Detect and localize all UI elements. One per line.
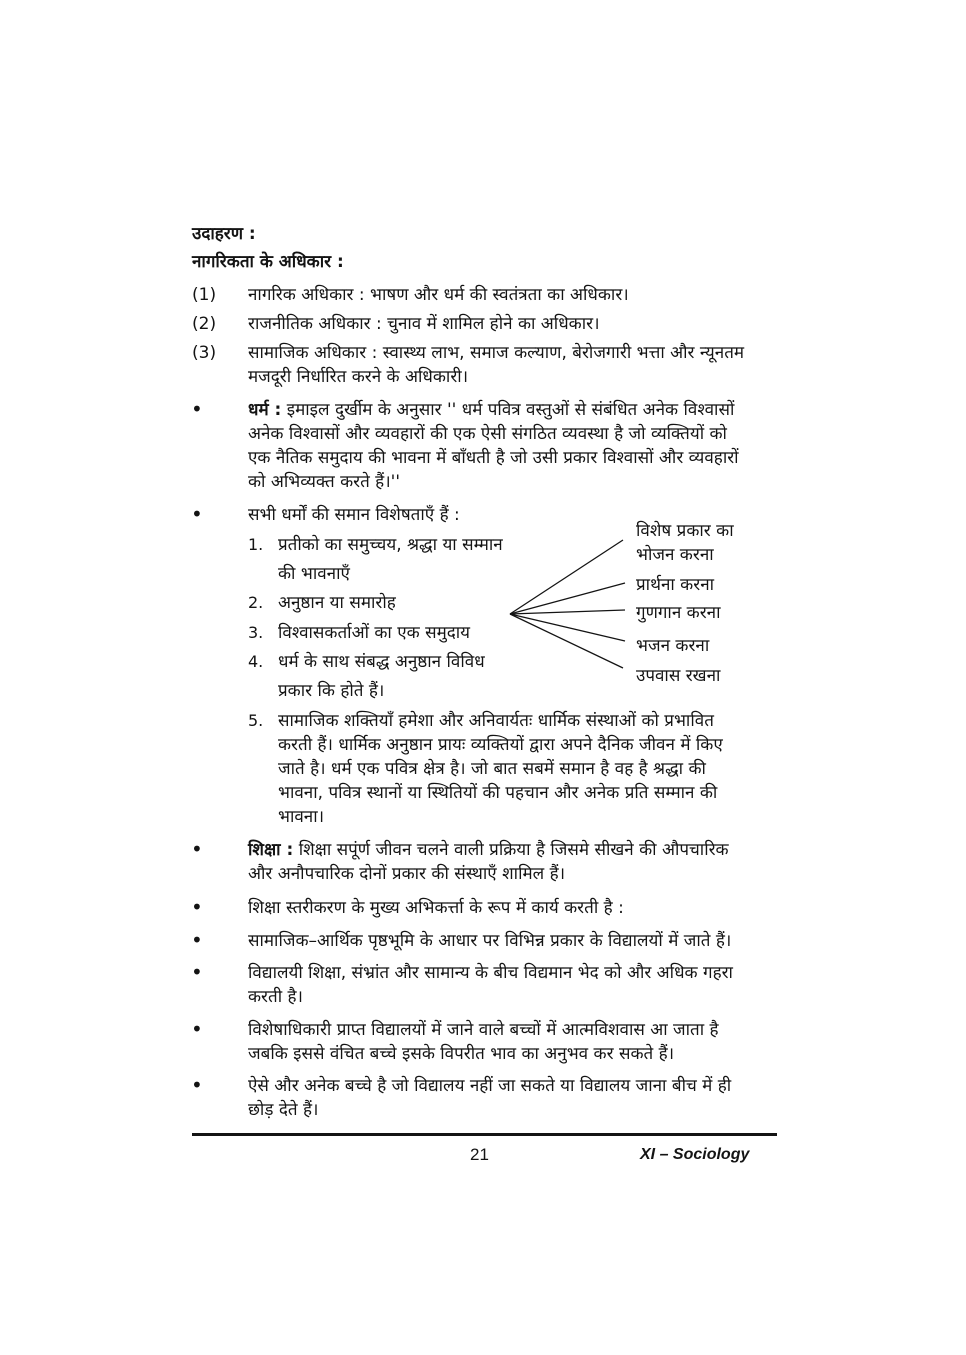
ritual-fan-diagram <box>505 530 635 670</box>
bullet-point-4: • <box>191 1017 203 1041</box>
right-2-text: राजनीतिक अधिकार : चुनाव में शामिल होने का अधिकार। <box>248 314 600 334</box>
example-heading: उदाहरण : <box>192 224 256 244</box>
bullet-education: • <box>191 837 203 861</box>
right-3-line-2: मजदूरी निर्धारित करने के अधिकारी। <box>248 367 469 387</box>
footer-rule <box>192 1133 777 1136</box>
page-number: 21 <box>470 1145 489 1164</box>
feature-4-line-1: धर्म के साथ संबद्ध अनुष्ठान विविध <box>278 652 485 672</box>
feature-5-line-4: भावना, पवित्र स्थानों या स्थितियों की पहचान और अनेक प्रति सम्मान की <box>278 783 718 803</box>
religion-line-1 <box>248 398 734 422</box>
right-1-number: (1) <box>192 285 217 305</box>
bullet-point-5: • <box>191 1073 203 1097</box>
religion-line-2: अनेक विश्वासों और व्यवहारों की एक ऐसी संगठित व्यवस्था है जो व्यक्तियों को <box>248 424 727 444</box>
feature-3-text: विश्वासकर्ताओं का एक समुदाय <box>278 623 471 643</box>
feature-5-line-5: भावना। <box>278 807 325 827</box>
feature-1-line-1: प्रतीको का समुच्चय, श्रद्धा या सम्मान <box>278 535 503 555</box>
point-3-line-2: करती है। <box>248 987 303 1007</box>
point-4-line-2: जबकि इससे वंचित बच्चे इसके विपरीत भाव का अनुभव कर सकते हैं। <box>248 1044 675 1064</box>
fan-line-special-food <box>510 540 623 614</box>
point-5-line-2: छोड़ देते हैं। <box>248 1100 319 1120</box>
feature-2-number: 2. <box>248 593 264 612</box>
bullet-religion: • <box>191 397 203 421</box>
feature-1-line-2: की भावनाएँ <box>278 564 350 584</box>
bullet-point-1: • <box>191 895 203 919</box>
feature-5-number: 5. <box>248 711 264 730</box>
ritual-fasting: उपवास रखना <box>636 666 721 686</box>
footer-title: XI – Sociology <box>640 1146 750 1163</box>
education-line-1 <box>248 838 729 862</box>
feature-5-line-3: जाते है। धर्म एक पवित्र क्षेत्र है। जो बात सबमें समान है वह है श्रद्धा की <box>278 759 706 779</box>
ritual-special-food-line-2: भोजन करना <box>636 545 714 565</box>
feature-4-number: 4. <box>248 652 264 671</box>
education-line-1-text: शिक्षा सपूंर्ण जीवन चलने वाली प्रक्रिया है जिसमे सीखने की औपचारिक <box>298 840 729 860</box>
religion-line-4: को अभिव्यक्त करते हैं।'' <box>248 472 401 492</box>
features-intro: सभी धर्मों की समान विशेषताएँ हैं : <box>248 505 460 525</box>
feature-5-line-2: करती हैं। धार्मिक अनुष्ठान प्रायः व्यक्तियों द्वारा अपने दैनिक जीवन में किए <box>278 735 723 755</box>
point-2-text: सामाजिक–आर्थिक पृष्ठभूमि के आधार पर विभिन्न प्रकार के विद्यालयों में जाते हैं। <box>248 931 732 951</box>
feature-4-line-2: प्रकार कि होते हैं। <box>278 681 385 701</box>
fan-line-bhajan <box>510 614 625 641</box>
point-4-line-1: विशेषाधिकारी प्राप्त विद्यालयों में जाने वाले बच्चों में आत्मविशवास आ जाता है <box>248 1020 719 1040</box>
fan-line-fasting <box>510 614 623 668</box>
point-1-text: शिक्षा स्तरीकरण के मुख्य अभिकर्त्ता के रूप में कार्य करती है : <box>248 898 624 918</box>
ritual-special-food-line-1: विशेष प्रकार का <box>636 521 734 541</box>
religion-line-3: एक नैतिक समुदाय की भावना में बाँधती है जो उसी प्रकार विश्वासों और व्यवहारों <box>248 448 739 468</box>
fan-line-praise <box>510 610 625 614</box>
point-3-line-1: विद्यालयी शिक्षा, संभ्रांत और सामान्य के बीच विद्यमान भेद को और अधिक गहरा <box>248 963 733 983</box>
rights-heading: नागरिकता के अधिकार : <box>192 252 344 272</box>
ritual-bhajan: भजन करना <box>636 636 710 656</box>
feature-3-number: 3. <box>248 623 264 642</box>
feature-1-number: 1. <box>248 535 264 554</box>
ritual-prayer: प्रार्थना करना <box>636 575 715 595</box>
fan-line-prayer <box>510 583 625 614</box>
religion-term: धर्म : <box>248 400 282 420</box>
feature-2-text: अनुष्ठान या समारोह <box>278 593 396 613</box>
right-2-number: (2) <box>192 314 217 334</box>
ritual-praise: गुणगान करना <box>636 603 721 623</box>
point-5-line-1: ऐसे और अनेक बच्चे है जो विद्यालय नहीं जा सकते या विद्यालय जाना बीच में ही <box>248 1076 732 1096</box>
education-term: शिक्षा : <box>248 840 294 860</box>
right-1-text: नागरिक अधिकार : भाषण और धर्म की स्वतंत्रता का अधिकार। <box>248 285 629 305</box>
education-line-2: और अनौपचारिक दोनों प्रकार की संस्थाएँ शामिल हैं। <box>248 864 566 884</box>
right-3-line-1: सामाजिक अधिकार : स्वास्थ्य लाभ, समाज कल्याण, बेरोजगारी भत्ता और न्यूनतम <box>248 343 745 363</box>
bullet-point-2: • <box>191 928 203 952</box>
right-3-number: (3) <box>192 343 217 363</box>
feature-5-line-1: सामाजिक शक्तियाँ हमेशा और अनिवार्यतः धार्मिक संस्थाओं को प्रभावित <box>278 711 714 731</box>
bullet-point-3: • <box>191 960 203 984</box>
religion-line-1-text: इमाइल दुर्खीम के अनुसार '' धर्म पवित्र वस्तुओं से संबंधित अनेक विश्वासों <box>286 400 735 420</box>
bullet-features: • <box>191 502 203 526</box>
